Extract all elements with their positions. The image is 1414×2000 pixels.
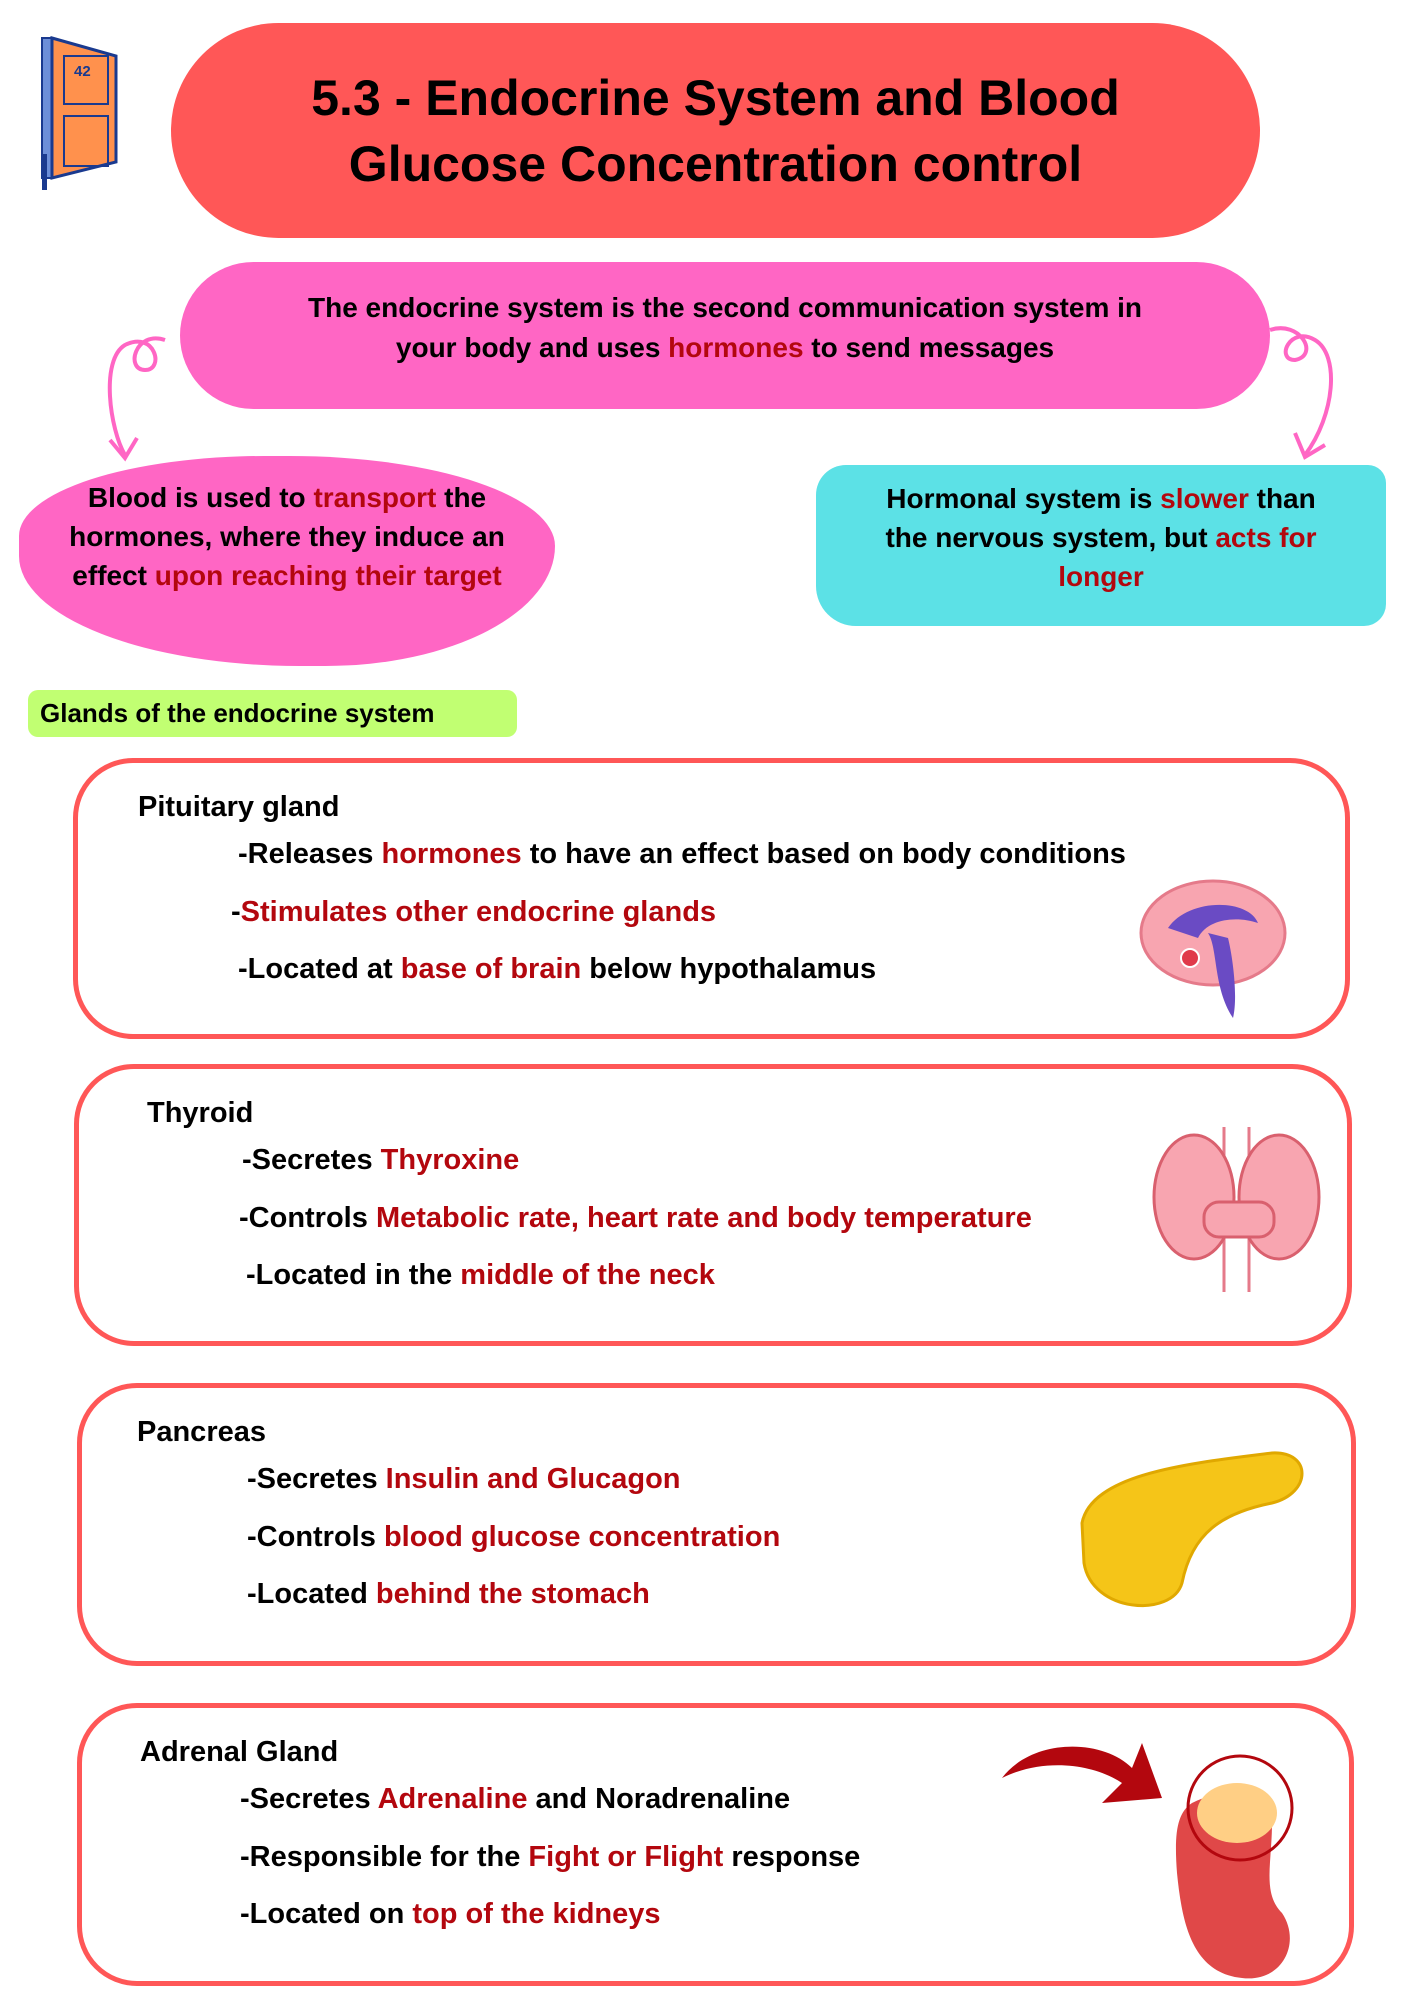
gland-name: Adrenal Gland — [140, 1736, 339, 1768]
pancreas-icon — [1072, 1443, 1312, 1618]
gland-card-adrenal — [77, 1703, 1354, 1986]
book-door-icon — [38, 34, 120, 196]
gland-line: -Secretes Insulin and Glucagon — [247, 1463, 681, 1495]
gland-name: Pancreas — [137, 1416, 266, 1448]
gland-line: -Located at base of brain below hypothalamus — [238, 953, 877, 985]
gland-name: Pituitary gland — [138, 791, 340, 823]
gland-line: -Controls blood glucose concentration — [247, 1521, 781, 1553]
gland-line: -Stimulates other endocrine glands — [231, 896, 717, 928]
gland-line: -Located behind the stomach — [247, 1578, 650, 1610]
section-label: Glands of the endocrine system — [28, 690, 517, 737]
gland-card-thyroid — [74, 1064, 1352, 1346]
gland-line: -Controls Metabolic rate, heart rate and body temperature — [239, 1202, 1032, 1234]
thyroid-icon — [1149, 1127, 1329, 1297]
gland-card-pituitary — [73, 758, 1350, 1039]
kidney-arrow-icon — [992, 1723, 1332, 1988]
gland-line: -Located in the middle of the neck — [246, 1259, 715, 1291]
gland-line: -Located on top of the kidneys — [240, 1898, 661, 1930]
gland-line: -Secretes Thyroxine — [242, 1144, 520, 1176]
svg-text:42: 42 — [74, 63, 91, 80]
gland-line: -Secretes Adrenaline and Noradrenaline — [240, 1783, 791, 1815]
brain-icon — [1138, 878, 1298, 1028]
hormonal-speed-note: Hormonal system is slower than the nervous system, but acts for longer — [816, 465, 1386, 626]
blood-transport-note: Blood is used to transport the hormones, where they induce an effect upon reaching their target — [19, 456, 555, 666]
arrow-right-icon — [1260, 315, 1370, 465]
gland-line: -Responsible for the Fight or Flight response — [240, 1841, 861, 1873]
intro-bubble: The endocrine system is the second communication system in your body and uses hormones to send messages — [180, 262, 1270, 409]
gland-line: -Releases hormones to have an effect based on body conditions — [238, 838, 1126, 870]
gland-card-pancreas — [77, 1383, 1356, 1666]
gland-name: Thyroid — [147, 1097, 254, 1129]
page-title: 5.3 - Endocrine System and Blood Glucose Concentration control — [171, 23, 1260, 238]
